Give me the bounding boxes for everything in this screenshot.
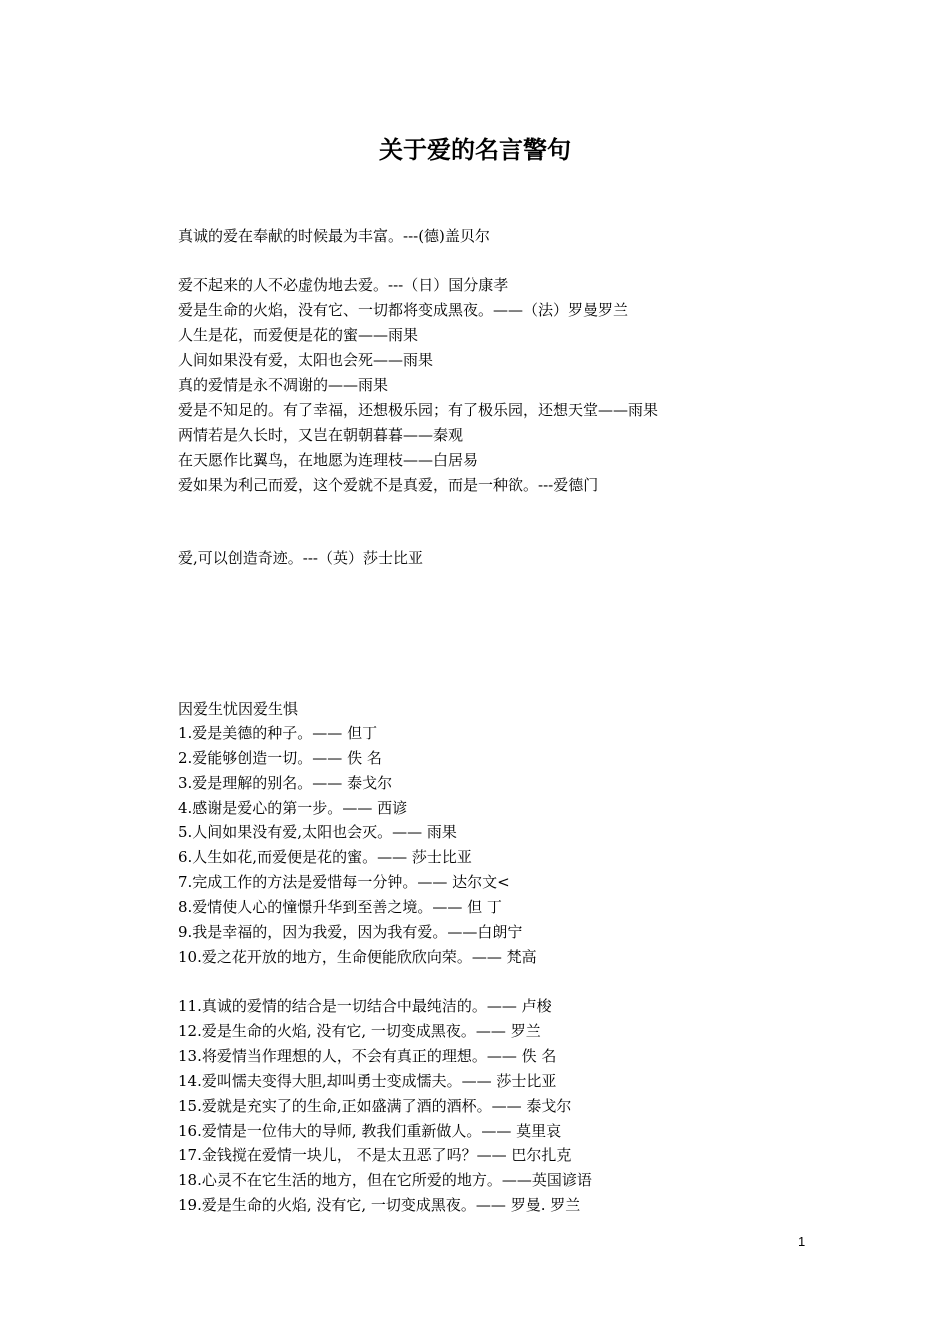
quote-list-item: 16.爱情是一位伟大的导师, 教我们重新做人。—— 莫里哀: [178, 1122, 562, 1140]
section-heading: 因爱生忧因爱生惧: [178, 700, 299, 718]
quote-list-item: 11.真诚的爱情的结合是一切结合中最纯洁的。—— 卢梭: [178, 997, 552, 1015]
quote-list-item: 6.人生如花,而爱便是花的蜜。—— 莎士比亚: [178, 848, 472, 866]
document-title: 关于爱的名言警句: [379, 135, 571, 164]
quote-list-item: 19.爱是生命的火焰, 没有它, 一切变成黑夜。—— 罗曼. 罗兰: [178, 1196, 581, 1214]
quote-line: 两情若是久长时，又岂在朝朝暮暮——秦观: [178, 426, 464, 444]
quote-line: 人间如果没有爱，太阳也会死——雨果: [178, 351, 434, 369]
quote-list-item: 2.爱能够创造一切。—— 佚 名: [178, 749, 382, 767]
quote-list-item: 5.人间如果没有爱,太阳也会灭。—— 雨果: [178, 823, 457, 841]
quote-line: 爱是不知足的。有了幸福，还想极乐园；有了极乐园，还想天堂——雨果: [178, 401, 659, 419]
quote-list-item: 1.爱是美德的种子。—— 但丁: [178, 724, 378, 742]
quote-list-item: 17.金钱搅在爱情一块儿， 不是太丑恶了吗？—— 巴尔扎克: [178, 1146, 572, 1164]
quote-list-item: 9.我是幸福的，因为我爱，因为我有爱。——白朗宁: [178, 923, 523, 941]
quote-line: 在天愿作比翼鸟，在地愿为连理枝——白居易: [178, 451, 479, 469]
quote-line: 爱不起来的人不必虚伪地去爱。---（日）国分康孝: [178, 276, 509, 294]
quote-line: 真诚的爱在奉献的时候最为丰富。---(德)盖贝尔: [178, 227, 490, 245]
quote-list-item: 15.爱就是充实了的生命,正如盛满了酒的酒杯。—— 泰戈尔: [178, 1097, 572, 1115]
quote-list-item: 13.将爱情当作理想的人，不会有真正的理想。—— 佚 名: [178, 1047, 557, 1065]
quote-list-item: 8.爱情使人心的憧憬升华到至善之境。—— 但 丁: [178, 898, 502, 916]
quote-list-item: 4.感谢是爱心的第一步。—— 西谚: [178, 799, 408, 817]
quote-list-item: 3.爱是理解的别名。—— 泰戈尔: [178, 774, 393, 792]
quote-line: 真的爱情是永不凋谢的——雨果: [178, 376, 389, 394]
quote-list-item: 14.爱叫懦夫变得大胆,却叫勇士变成懦夫。—— 莎士比亚: [178, 1072, 557, 1090]
quote-list-item: 18.心灵不在它生活的地方，但在它所爱的地方。——英国谚语: [178, 1171, 592, 1189]
quote-line: 人生是花，而爱便是花的蜜——雨果: [178, 326, 419, 344]
page-number: 1: [798, 1234, 806, 1249]
quote-line: 爱如果为利己而爱，这个爱就不是真爱，而是一种欲。---爱德门: [178, 476, 599, 494]
quote-line: 爱是生命的火焰，没有它、一切都将变成黑夜。——（法）罗曼罗兰: [178, 301, 629, 319]
quote-list-item: 10.爱之花开放的地方，生命便能欣欣向荣。—— 梵高: [178, 948, 537, 966]
quote-line: 爱,可以创造奇迹。---（英）莎士比亚: [178, 549, 423, 567]
quote-list-item: 7.完成工作的方法是爱惜每一分钟。—— 达尔文<: [178, 873, 510, 891]
quote-list-item: 12.爱是生命的火焰, 没有它, 一切变成黑夜。—— 罗兰: [178, 1022, 541, 1040]
